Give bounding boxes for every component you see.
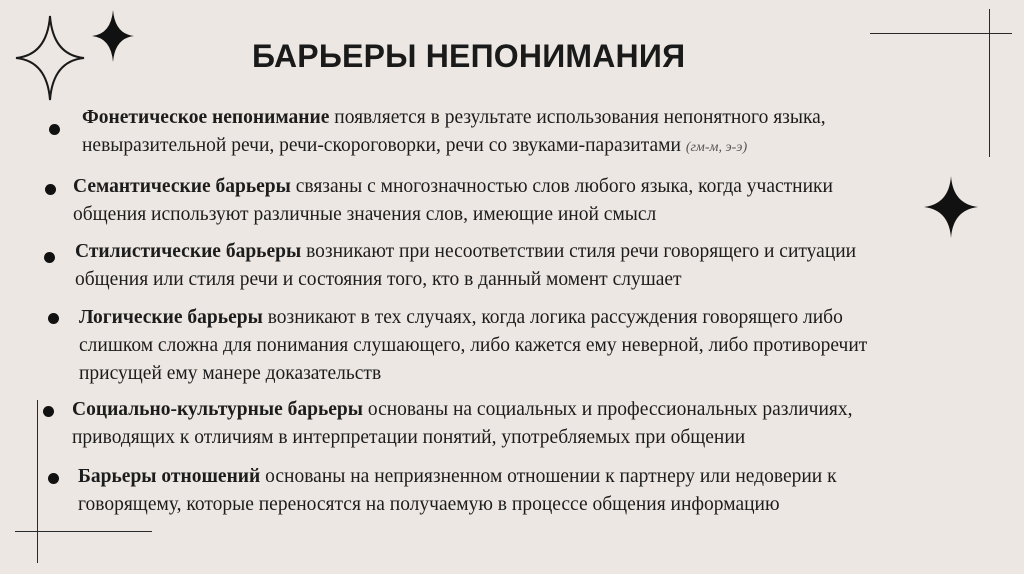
list-item: [72, 396, 852, 452]
corner-line-bottom-left-horizontal: [15, 531, 152, 532]
item-term: Семантические барьеры: [73, 176, 291, 197]
page-title: БАРЬЕРЫ НЕПОНИМАНИЯ: [252, 38, 686, 74]
item-text: появляется в результате использования непонятного языка,: [329, 107, 826, 128]
filled-star-icon: [923, 175, 979, 239]
bullet-icon: [45, 184, 56, 195]
bullet-icon: [43, 406, 54, 417]
list-item: [73, 173, 833, 229]
corner-line-bottom-left-vertical: [37, 400, 38, 563]
filled-star-icon: [91, 9, 135, 63]
item-text: приводящих к отличиям в интерпретации понятий, употребляемых при общении: [72, 427, 746, 448]
corner-line-top-right-horizontal: [870, 33, 1012, 34]
bullet-icon: [44, 252, 55, 263]
item-term: Социально-культурные барьеры: [72, 399, 363, 420]
item-text: возникают в тех случаях, когда логика рассуждения говорящего либо: [262, 307, 843, 328]
list-item: [78, 463, 837, 519]
list-item: [75, 238, 856, 294]
item-note: (гм-м, э-э): [685, 140, 748, 155]
item-term: Фонетическое непонимание: [82, 107, 330, 128]
item-term: Стилистические барьеры: [75, 241, 302, 262]
corner-line-top-right-vertical: [989, 9, 990, 157]
item-text: говорящему, которые переносятся на получаемую в процессе общения информацию: [78, 494, 780, 515]
item-text: общения используют различные значения слов, имеющие иной смысл: [73, 204, 657, 225]
bullet-icon: [48, 313, 59, 324]
item-text: невыразительной речи, речи-скороговорки, речи со звуками-паразитами: [82, 135, 681, 156]
item-text: присущей ему манере доказательств: [79, 363, 382, 384]
item-text: основаны на социальных и профессиональных различиях,: [362, 399, 853, 420]
outline-star-icon: [14, 14, 86, 102]
list-item: [82, 104, 826, 162]
item-text: слишком сложна для понимания слушающего, либо кажется ему неверной, либо противоречит: [79, 335, 868, 356]
bullet-icon: [48, 473, 59, 484]
item-term: Логические барьеры: [79, 307, 263, 328]
list-item: [79, 304, 867, 388]
item-text: связаны с многозначностью слов любого языка, когда участники: [290, 176, 833, 197]
bullet-icon: [49, 124, 60, 135]
item-text: возникают при несоответствии стиля речи говорящего и ситуации: [301, 241, 857, 262]
item-term: Барьеры отношений: [78, 466, 261, 487]
item-text: общения или стиля речи и состояния того, кто в данный момент слушает: [75, 269, 682, 290]
item-text: основаны на неприязненном отношении к партнеру или недоверии к: [260, 466, 837, 487]
